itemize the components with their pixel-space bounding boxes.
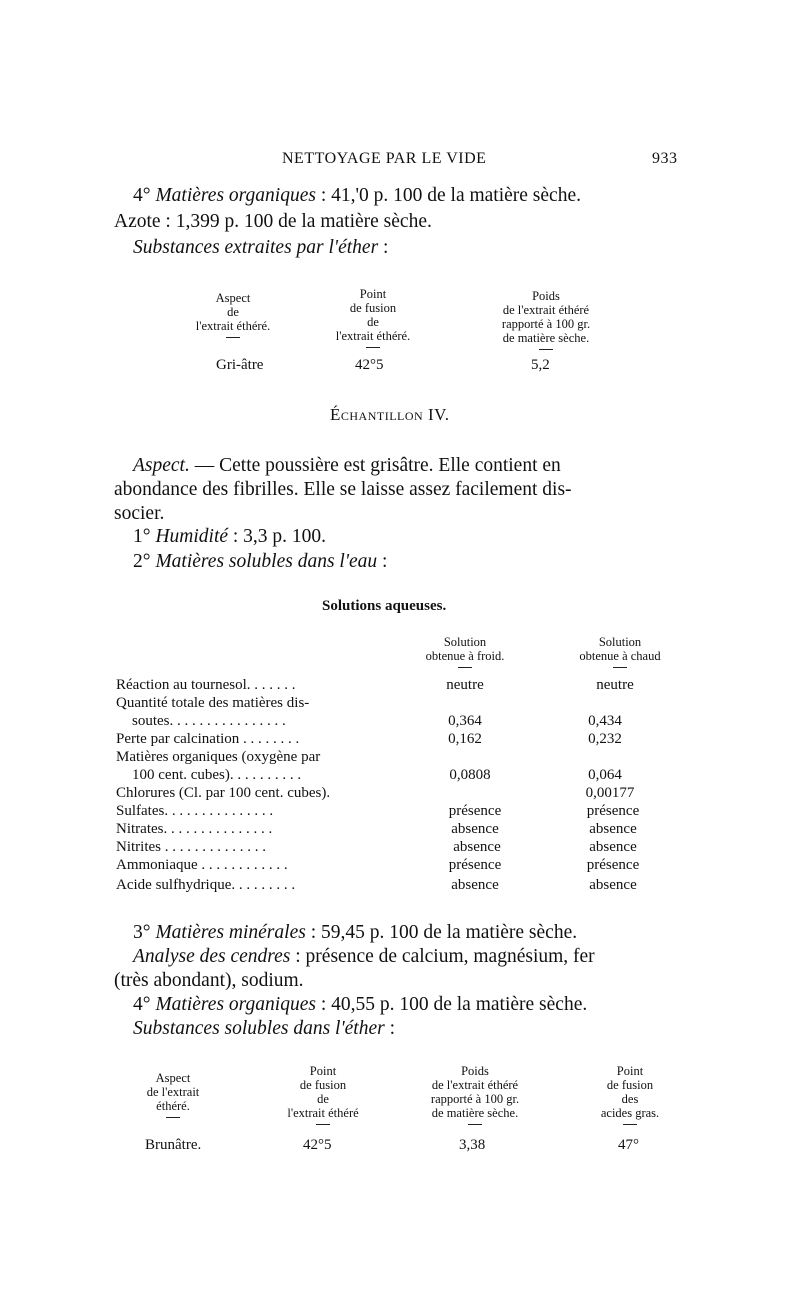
table2-caption: Solutions aqueuses. [322,598,447,614]
item-title: Matières minérales [155,922,306,943]
table2-row-cold: 0,0808 [449,767,491,783]
header-dash [468,1124,482,1125]
item-number: 3° [133,922,151,943]
item-number: 4° [133,185,151,206]
humidity-line [133,526,326,548]
item-title: Substances solubles dans l'éther [133,1018,385,1039]
header-dash [458,667,472,668]
mineral-matter-line [133,922,577,944]
aspect-text: — Cette poussière est grisâtre. Elle contient en [194,455,561,476]
item-text: : [383,237,389,258]
item-text: : 41,'0 p. 100 de la matière sèche. [320,185,581,206]
table2-header-cold: Solution obtenue à froid. [390,635,540,668]
table2-row-label: Acide sulfhydrique. . . . . . . . . [116,877,296,893]
soluble-matter-line [133,551,387,573]
header-dash [623,1124,637,1125]
organic-matter-line-2 [133,994,587,1016]
item-number: 2° [133,551,151,572]
table2-row-label: 100 cent. cubes). . . . . . . . . . [132,767,302,783]
aspect-line-3: socier. [114,503,165,524]
table2-row-cold: 0,364 [448,713,482,729]
header-dash [316,1124,330,1125]
item-text: : 40,55 p. 100 de la matière sèche. [320,994,588,1015]
table2-row-label: Nitrates. . . . . . . . . . . . . . . [116,821,273,837]
item-number: 4° [133,994,151,1015]
item-text: : 3,3 p. 100. [232,526,327,547]
table2-row-label: Chlorures (Cl. par 100 cent. cubes). [116,785,331,801]
table2-row-hot: absence [589,821,637,837]
table1-value-aspect: Gri-âtre [216,357,264,373]
section-title: Échantillon IV. [330,405,450,424]
table2-row-label: Réaction au tournesol. . . . . . . [116,677,296,693]
table3-value-fusion: 42°5 [303,1137,332,1153]
table2-row-hot: 0,064 [588,767,622,783]
table2-header-hot: Solution obtenue à chaud [545,635,695,668]
nitrogen-line: Azote : 1,399 p. 100 de la matière sèche. [114,211,432,232]
table2-row-label: Perte par calcination . . . . . . . . [116,731,300,747]
aspect-line-2: abondance des fibrilles. Elle se laisse assez facilement dis- [114,479,572,500]
running-header: NETTOYAGE PAR LE VIDE [282,150,487,167]
table2-row-label: Matières organiques (oxygène par [116,749,321,765]
item-title: Substances extraites par l'éther [133,237,379,258]
table3-header-fusion: Point de fusion de l'extrait éthéré [258,1064,388,1125]
table2-row-label: Quantité totale des matières dis- [116,695,310,711]
table2-row-label: Ammoniaque . . . . . . . . . . . . [116,857,288,873]
table2-row-cold: absence [451,821,499,837]
table2-row-hot: 0,232 [588,731,622,747]
item-number: 1° [133,526,151,547]
table2-row-label: Sulfates. . . . . . . . . . . . . . . [116,803,274,819]
item-title: Humidité [155,526,229,547]
table2-row-hot: présence [586,803,640,819]
item-text: : [382,551,388,572]
table1-header-aspect: Aspect de l'extrait éthéré. [178,291,288,338]
item-title: Matières organiques [155,994,316,1015]
table3-value-weight: 3,38 [459,1137,486,1153]
table2-row-cold: absence [451,877,499,893]
item-text: : 59,45 p. 100 de la matière sèche. [310,922,578,943]
header-dash [539,349,553,350]
table3-header-aspect: Aspect de l'extrait éthéré. [118,1071,228,1118]
item-text: : présence de calcium, magnésium, fer [295,946,595,967]
table2-row-hot: présence [586,857,640,873]
page-number: 933 [652,150,678,167]
item-title: Matières solubles dans l'eau [155,551,378,572]
table2-row-hot: absence [589,877,637,893]
table2-row-cold: 0,162 [448,731,482,747]
table2-row-cold: présence [448,857,502,873]
aspect-line-1 [133,455,561,477]
table3-value-acids: 47° [618,1137,639,1153]
header-dash [166,1117,180,1118]
ether-soluble-line [133,1018,395,1040]
table2-row-label: soutes. . . . . . . . . . . . . . . . [132,713,286,729]
table2-row-label: Nitrites . . . . . . . . . . . . . . [116,839,266,855]
table2-row-cold: présence [448,803,502,819]
table2-row-hot: absence [589,839,637,855]
header-dash [366,347,380,348]
table2-row-hot: neutre [596,677,634,693]
table1-value-fusion: 42°5 [355,357,384,373]
table2-row-cold: neutre [446,677,484,693]
item-title: Analyse des cendres [133,946,291,967]
organic-matter-line [133,185,581,207]
item-text: : [389,1018,395,1039]
ash-analysis-line [133,946,595,968]
table2-row-hot: 0,00177 [585,785,635,801]
table1-header-weight: Poids de l'extrait éthéré rapporté à 100 gr. de matière sèche. [466,289,626,350]
table3-header-weight: Poids de l'extrait éthéré rapporté à 100 gr. de matière sèche. [395,1064,555,1125]
ether-extract-line [133,237,388,259]
header-dash [226,337,240,338]
item-title: Matières organiques [155,185,316,206]
table2-row-hot: 0,434 [588,713,622,729]
table3-value-aspect: Brunâtre. [145,1137,202,1153]
table3-header-acids: Point de fusion des acides gras. [575,1064,685,1125]
ash-analysis-line-2: (très abondant), sodium. [114,970,304,991]
aspect-label: Aspect. [133,455,190,476]
table2-row-cold: absence [453,839,501,855]
header-dash [613,667,627,668]
table1-header-fusion: Point de fusion de l'extrait éthéré. [308,287,438,348]
table1-value-weight: 5,2 [531,357,550,373]
